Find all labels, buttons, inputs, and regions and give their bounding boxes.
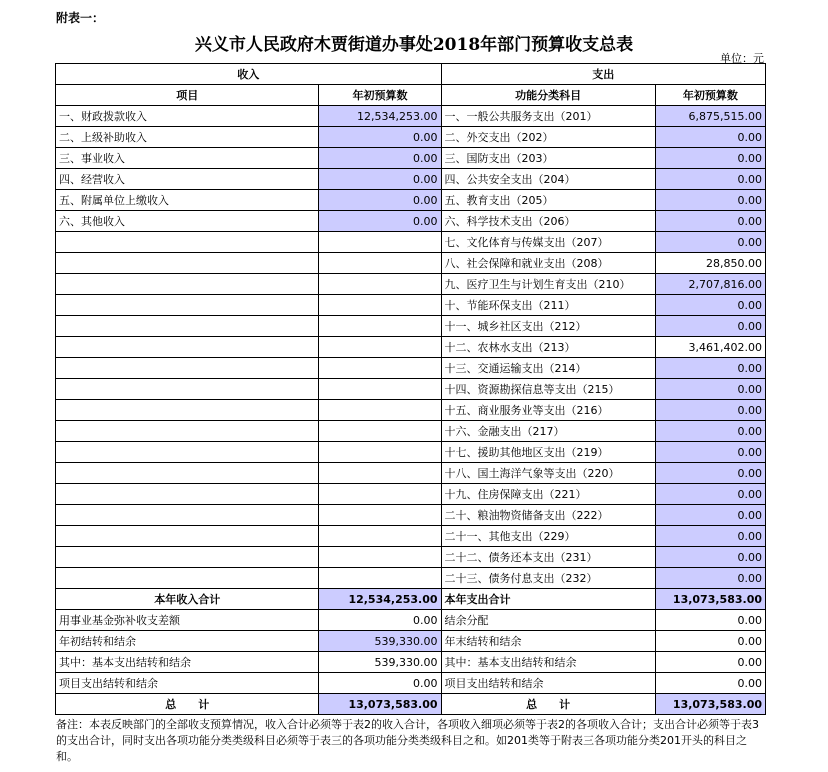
- income-subtotal-value: 12,534,253.00: [319, 589, 441, 610]
- balance-row: [56, 631, 766, 652]
- income-item: 一、财政拨款收入: [56, 106, 319, 127]
- income-value: 0.00: [319, 190, 441, 211]
- income-item: 四、经营收入: [56, 169, 319, 190]
- expense-item: 二十三、债务付息支出（232）: [441, 568, 655, 589]
- function-category-column-header: 功能分类科目: [441, 85, 655, 106]
- expense-value: 3,461,402.00: [655, 337, 765, 358]
- expense-item: 二十、粮油物资储备支出（222）: [441, 505, 655, 526]
- expense-budget-column-header: 年初预算数: [655, 85, 765, 106]
- expense-item: 三、国防支出（203）: [441, 148, 655, 169]
- expense-item: 结余分配: [441, 610, 655, 631]
- expense-item: 十六、金融支出（217）: [441, 421, 655, 442]
- income-value: 539,330.00: [319, 631, 441, 652]
- expense-value: 0.00: [655, 526, 765, 547]
- page-title: 兴义市人民政府木贾街道办事处2018年部门预算收支总表: [194, 35, 634, 55]
- income-item: [56, 379, 319, 400]
- income-value: [319, 337, 441, 358]
- income-item: [56, 463, 319, 484]
- expense-value: 0.00: [655, 400, 765, 421]
- expense-item: 十、节能环保支出（211）: [441, 295, 655, 316]
- table-row: [56, 400, 766, 421]
- expense-value: 0.00: [655, 610, 765, 631]
- column-header-row: [56, 85, 766, 106]
- expense-item: 十二、农林水支出（213）: [441, 337, 655, 358]
- income-item: [56, 295, 319, 316]
- expense-value: 0.00: [655, 148, 765, 169]
- income-item: [56, 547, 319, 568]
- income-value: [319, 274, 441, 295]
- income-item: 六、其他收入: [56, 211, 319, 232]
- expense-value: 0.00: [655, 673, 765, 694]
- expense-total-value: 13,073,583.00: [655, 694, 765, 715]
- balance-row: [56, 673, 766, 694]
- income-item: [56, 253, 319, 274]
- income-value: [319, 232, 441, 253]
- income-value: 12,534,253.00: [319, 106, 441, 127]
- expense-item: 七、文化体育与传媒支出（207）: [441, 232, 655, 253]
- expense-value: 0.00: [655, 316, 765, 337]
- subtotal-row: [56, 589, 766, 610]
- income-item: [56, 568, 319, 589]
- table-row: [56, 232, 766, 253]
- income-total-label: 总 计: [56, 694, 319, 715]
- expense-item: 二、外交支出（202）: [441, 127, 655, 148]
- income-total-value: 13,073,583.00: [319, 694, 441, 715]
- income-value: [319, 484, 441, 505]
- income-value: [319, 295, 441, 316]
- expense-value: 0.00: [655, 442, 765, 463]
- income-value: 539,330.00: [319, 652, 441, 673]
- income-value: [319, 526, 441, 547]
- table-row: [56, 379, 766, 400]
- table-row: [56, 211, 766, 232]
- table-row: [56, 568, 766, 589]
- table-row: [56, 421, 766, 442]
- table-row: [56, 337, 766, 358]
- income-value: [319, 316, 441, 337]
- income-item: 项目支出结转和结余: [56, 673, 319, 694]
- expense-value: 0.00: [655, 358, 765, 379]
- income-item: [56, 274, 319, 295]
- income-subtotal-label: 本年收入合计: [56, 589, 319, 610]
- expense-value: 0.00: [655, 568, 765, 589]
- expense-item: 八、社会保障和就业支出（208）: [441, 253, 655, 274]
- expense-item: 一、一般公共服务支出（201）: [441, 106, 655, 127]
- income-item: 其中：基本支出结转和结余: [56, 652, 319, 673]
- table-row: [56, 547, 766, 568]
- expense-item: 十九、住房保障支出（221）: [441, 484, 655, 505]
- expense-item: 其中：基本支出结转和结余: [441, 652, 655, 673]
- table-row: [56, 442, 766, 463]
- expense-item: 二十二、债务还本支出（231）: [441, 547, 655, 568]
- expense-item: 项目支出结转和结余: [441, 673, 655, 694]
- income-budget-column-header: 年初预算数: [319, 85, 441, 106]
- expense-item: 年末结转和结余: [441, 631, 655, 652]
- expense-subtotal-value: 13,073,583.00: [655, 589, 765, 610]
- balance-row: [56, 610, 766, 631]
- income-value: [319, 505, 441, 526]
- expense-value: 6,875,515.00: [655, 106, 765, 127]
- table-row: [56, 358, 766, 379]
- income-item: [56, 337, 319, 358]
- income-item: [56, 505, 319, 526]
- table-row: [56, 169, 766, 190]
- expense-value: 0.00: [655, 652, 765, 673]
- expense-item: 六、科学技术支出（206）: [441, 211, 655, 232]
- budget-table: [55, 63, 766, 715]
- income-item: [56, 400, 319, 421]
- income-value: 0.00: [319, 169, 441, 190]
- income-item: [56, 526, 319, 547]
- income-value: [319, 379, 441, 400]
- table-row: [56, 274, 766, 295]
- table-row: [56, 526, 766, 547]
- income-item: 用事业基金弥补收支差额: [56, 610, 319, 631]
- expense-value: 28,850.00: [655, 253, 765, 274]
- expense-item: 九、医疗卫生与计划生育支出（210）: [441, 274, 655, 295]
- income-item: [56, 442, 319, 463]
- expense-item: 十三、交通运输支出（214）: [441, 358, 655, 379]
- income-item: 年初结转和结余: [56, 631, 319, 652]
- unit-label: 单位：元: [720, 52, 764, 65]
- income-value: 0.00: [319, 148, 441, 169]
- table-row: [56, 463, 766, 484]
- table-row: [56, 106, 766, 127]
- table-row: [56, 316, 766, 337]
- expense-item: 十四、资源勘探信息等支出（215）: [441, 379, 655, 400]
- expense-total-label: 总 计: [441, 694, 655, 715]
- income-item: [56, 316, 319, 337]
- expense-value: 0.00: [655, 421, 765, 442]
- expense-value: 0.00: [655, 190, 765, 211]
- expense-value: 0.00: [655, 484, 765, 505]
- income-value: 0.00: [319, 673, 441, 694]
- table-row: [56, 484, 766, 505]
- table-row: [56, 127, 766, 148]
- income-value: [319, 358, 441, 379]
- expense-value: 0.00: [655, 295, 765, 316]
- expense-item: 十七、援助其他地区支出（219）: [441, 442, 655, 463]
- expense-value: 0.00: [655, 169, 765, 190]
- expense-item: 二十一、其他支出（229）: [441, 526, 655, 547]
- expense-value: 0.00: [655, 127, 765, 148]
- appendix-label: 附表一：: [56, 11, 105, 25]
- expense-value: 0.00: [655, 631, 765, 652]
- table-row: [56, 253, 766, 274]
- table-row: [56, 295, 766, 316]
- income-item: 三、事业收入: [56, 148, 319, 169]
- income-item: 五、附属单位上缴收入: [56, 190, 319, 211]
- table-row: [56, 148, 766, 169]
- table-row: [56, 190, 766, 211]
- expense-subtotal-label: 本年支出合计: [441, 589, 655, 610]
- balance-row: [56, 652, 766, 673]
- income-value: [319, 400, 441, 421]
- income-value: [319, 253, 441, 274]
- expense-item: 十八、国土海洋气象等支出（220）: [441, 463, 655, 484]
- expense-value: 0.00: [655, 547, 765, 568]
- income-value: [319, 547, 441, 568]
- income-item: 二、上级补助收入: [56, 127, 319, 148]
- income-value: [319, 568, 441, 589]
- item-column-header: 项目: [56, 85, 319, 106]
- income-value: 0.00: [319, 211, 441, 232]
- expense-value: 0.00: [655, 379, 765, 400]
- expense-value: 0.00: [655, 463, 765, 484]
- expense-value: 0.00: [655, 505, 765, 526]
- section-header-row: [56, 64, 766, 85]
- expense-item: 四、公共安全支出（204）: [441, 169, 655, 190]
- expense-item: 十一、城乡社区支出（212）: [441, 316, 655, 337]
- income-value: 0.00: [319, 610, 441, 631]
- table-row: [56, 505, 766, 526]
- expense-item: 五、教育支出（205）: [441, 190, 655, 211]
- income-item: [56, 421, 319, 442]
- footnote: 备注：本表反映部门的全部收支预算情况，收入合计必须等于表2的收入合计，各项收入细项必须等于表2的各项收入合计；支出合计必须等于表3的支出合计，同时支出各项功能分类类级科目必须等于表三的各项功能分类类级科目之和。如201类等于附表三各项功能分类201开头的科目之和。: [56, 718, 759, 763]
- total-row: [56, 694, 766, 715]
- income-value: 0.00: [319, 127, 441, 148]
- income-item: [56, 484, 319, 505]
- expense-section-header: 支出: [441, 64, 765, 85]
- expense-value: 0.00: [655, 211, 765, 232]
- income-value: [319, 442, 441, 463]
- income-item: [56, 358, 319, 379]
- income-item: [56, 232, 319, 253]
- expense-value: 0.00: [655, 232, 765, 253]
- income-value: [319, 421, 441, 442]
- expense-value: 2,707,816.00: [655, 274, 765, 295]
- income-value: [319, 463, 441, 484]
- income-section-header: 收入: [56, 64, 442, 85]
- expense-item: 十五、商业服务业等支出（216）: [441, 400, 655, 421]
